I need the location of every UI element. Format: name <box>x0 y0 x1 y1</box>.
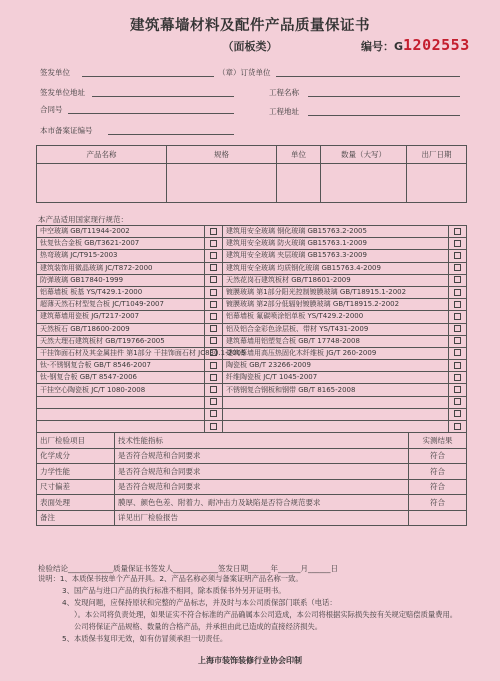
footer-publisher: 上海市装饰装修行业协会印制 <box>198 656 302 665</box>
standards-row <box>37 372 467 384</box>
standard-left-checkbox[interactable] <box>205 262 223 274</box>
inspection-item: 尺寸偏差 <box>37 479 115 495</box>
standard-left-checkbox[interactable] <box>205 311 223 323</box>
product-table <box>36 145 467 203</box>
standard-right-checkbox[interactable] <box>449 421 467 433</box>
standard-left-label: 建筑装饰用微晶玻璃 JC/T872-2000 <box>37 262 205 274</box>
standard-right-label: 建筑用安全玻璃 钢化玻璃 GB15763.2-2005 <box>223 226 449 238</box>
standard-right-checkbox[interactable] <box>449 323 467 335</box>
standard-left-label: 钛-钢复合板 GB/T 8547-2006 <box>37 372 205 384</box>
standards-table <box>36 225 467 433</box>
product-row[interactable] <box>37 164 467 203</box>
checkbox-icon[interactable] <box>210 398 217 405</box>
standard-left-checkbox[interactable] <box>205 408 223 420</box>
serial-number <box>361 36 470 54</box>
col-unit: 单位 <box>277 146 321 164</box>
document-subtitle: （面板类） <box>222 40 278 53</box>
standard-right-checkbox[interactable] <box>449 250 467 262</box>
checkbox-icon[interactable] <box>210 240 217 247</box>
standard-right-checkbox[interactable] <box>449 311 467 323</box>
standard-left-checkbox[interactable] <box>205 250 223 262</box>
standard-left-checkbox[interactable] <box>205 360 223 372</box>
standard-right-checkbox[interactable] <box>449 384 467 396</box>
standard-left-label: 干挂饰面石材及其金属挂件 第1部分 干挂饰面石材 JC830.1-2005 <box>37 347 205 359</box>
standard-left-label: 建筑幕墙用瓷板 JG/T217-2007 <box>37 311 205 323</box>
standard-left-checkbox[interactable] <box>205 421 223 433</box>
standard-left-label: 天然大理石建筑板材 GB/T19766-2005 <box>37 335 205 347</box>
standard-right-checkbox[interactable] <box>449 347 467 359</box>
inspection-item: 备注 <box>37 510 115 526</box>
standard-right-label: 镀膜玻璃 第1部分阳光控制镀膜玻璃 GB/T18915.1-2002 <box>223 286 449 298</box>
standards-row <box>37 408 467 420</box>
contract-field[interactable] <box>68 113 234 114</box>
standards-row <box>37 360 467 372</box>
checkbox-icon[interactable] <box>210 264 217 271</box>
note-line-3: 4、发现问题，应保持原状和完整的产品标志，并及时与本公司质保部门联系（电话： <box>62 598 337 607</box>
standard-left-label <box>37 408 205 420</box>
inspection-spec: 膜厚、颜色色差、附着力、耐冲击力及缺陷是否符合规范要求 <box>115 495 409 511</box>
inspection-item: 化学成分 <box>37 448 115 464</box>
issuer-address-label: 签发单位地址 <box>40 88 85 97</box>
inspection-spec: 是否符合规范和合同要求 <box>115 448 409 464</box>
standard-right-label: 铝及铝合金彩色涂层板、带材 YS/T431-2009 <box>223 323 449 335</box>
standards-row <box>37 286 467 298</box>
standard-right-label <box>223 421 449 433</box>
standard-right-label: 建筑幕墙用铝塑复合板 GB/T 17748-2008 <box>223 335 449 347</box>
inspection-item: 表面处理 <box>37 495 115 511</box>
inspection-row <box>37 479 467 495</box>
checkbox-icon[interactable] <box>454 325 461 332</box>
standard-left-checkbox[interactable] <box>205 274 223 286</box>
inspection-table <box>36 432 467 526</box>
checkbox-icon[interactable] <box>454 313 461 320</box>
checkbox-icon[interactable] <box>454 289 461 296</box>
insp-header-item: 出厂检验项目 <box>37 433 115 449</box>
standard-left-label: 防弹玻璃 GB17840-1999 <box>37 274 205 286</box>
standard-right-label: 镀膜玻璃 第2部分低辐射镀膜玻璃 GB/T18915.2-2002 <box>223 299 449 311</box>
standards-row <box>37 274 467 286</box>
note-line-6: 5、本质保书复印无效，如有仿冒须承担一切责任。 <box>62 634 228 643</box>
checkbox-icon[interactable] <box>210 410 217 417</box>
standard-right-label <box>223 408 449 420</box>
stamp-label: （章）订货单位 <box>218 68 271 77</box>
note-line-4: ）。本公司将负责处理，如果证实不符合标准的产品确属本公司造成，本公司将根据实际损失按有关规定赔偿质量费用。 <box>74 610 458 619</box>
standard-right-label: 纤维陶瓷板 JC/T 1045-2007 <box>223 372 449 384</box>
insp-header-spec: 技术性能指标 <box>115 433 409 449</box>
standard-right-checkbox[interactable] <box>449 335 467 347</box>
col-product-name: 产品名称 <box>37 146 167 164</box>
standard-left-label: 超薄天然石材型复合板 JC/T1049-2007 <box>37 299 205 311</box>
standard-left-checkbox[interactable] <box>205 226 223 238</box>
inspection-spec: 详见出厂检验报告 <box>115 510 409 526</box>
standard-right-checkbox[interactable] <box>449 262 467 274</box>
standard-left-label: 中空玻璃 GB/T11944-2002 <box>37 226 205 238</box>
standards-row <box>37 323 467 335</box>
standard-right-checkbox[interactable] <box>449 226 467 238</box>
checkbox-icon[interactable] <box>454 276 461 283</box>
col-quantity: 数量（大写） <box>321 146 407 164</box>
inspection-result[interactable]: 符合 <box>409 495 467 511</box>
standard-right-checkbox[interactable] <box>449 299 467 311</box>
standards-row <box>37 238 467 250</box>
standard-right-label: 铝幕墙板 氟碳喷涂铝单板 YS/T429.2-2000 <box>223 311 449 323</box>
inspection-spec: 是否符合规范和合同要求 <box>115 464 409 480</box>
standard-left-checkbox[interactable] <box>205 384 223 396</box>
standard-right-checkbox[interactable] <box>449 286 467 298</box>
standard-left-checkbox[interactable] <box>205 286 223 298</box>
inspection-result[interactable]: 符合 <box>409 448 467 464</box>
note-line-2: 3、国产品与进口产品的执行标准不相同，除本质保书外另开证明书。 <box>62 586 286 595</box>
standard-left-label <box>37 421 205 433</box>
standards-row <box>37 299 467 311</box>
inspection-item: 力学性能 <box>37 464 115 480</box>
checkbox-icon[interactable] <box>454 423 461 430</box>
standard-left-label <box>37 396 205 408</box>
note-line-5: 公司将保证产品规格、数量的合格产品，并承担由此已造成的直接经济损失。 <box>74 622 323 631</box>
checkbox-icon[interactable] <box>210 301 217 308</box>
project-name-label: 工程名称 <box>269 88 299 97</box>
checkbox-icon[interactable] <box>210 228 217 235</box>
checkbox-icon[interactable] <box>210 349 217 356</box>
project-address-label: 工程地址 <box>269 107 299 116</box>
document-title: 建筑幕墙材料及配件产品质量保证书 <box>130 18 370 34</box>
standard-right-label: 建筑用安全玻璃 防火玻璃 GB15763.1-2009 <box>223 238 449 250</box>
standard-right-label: 陶瓷板 GB/T 23266-2009 <box>223 360 449 372</box>
inspection-result[interactable]: 符合 <box>409 479 467 495</box>
checkbox-icon[interactable] <box>454 301 461 308</box>
sign-line: 检验结论____________质量保证书签发人____________签发日期______年______月______日 <box>38 564 338 573</box>
checkbox-icon[interactable] <box>454 240 461 247</box>
standard-left-label: 钛复钛合金板 GB/T3621-2007 <box>37 238 205 250</box>
record-number-label: 本市备案证编号 <box>40 126 93 135</box>
inspection-row <box>37 448 467 464</box>
checkbox-icon[interactable] <box>210 374 217 381</box>
standard-left-label: 天然板石 GB/T18600-2009 <box>37 323 205 335</box>
checkbox-icon[interactable] <box>454 362 461 369</box>
standard-left-label: 干挂空心陶瓷板 JC/T 1080-2008 <box>37 384 205 396</box>
issuer-address-field[interactable] <box>92 96 234 97</box>
project-name-field[interactable] <box>308 96 460 97</box>
standard-right-checkbox[interactable] <box>449 372 467 384</box>
note-line-1: 说明：1、本质保书按单个产品开具。2、产品名称必须与备案证明产品名称一致。 <box>38 574 303 583</box>
inspection-result[interactable]: 符合 <box>409 464 467 480</box>
checkbox-icon[interactable] <box>454 398 461 405</box>
standard-right-label: 建筑幕墙用高压热固化木纤维板 JG/T 260-2009 <box>223 347 449 359</box>
project-address-field[interactable] <box>308 115 460 116</box>
serial-label: 编号：G <box>361 40 404 53</box>
standards-row <box>37 311 467 323</box>
checkbox-icon[interactable] <box>454 264 461 271</box>
standards-row <box>37 226 467 238</box>
issuer-label: 签发单位 <box>40 68 70 77</box>
order-unit-field[interactable] <box>276 76 460 77</box>
standards-row <box>37 384 467 396</box>
standards-row <box>37 262 467 274</box>
standard-left-label: 铝幕墙板 板基 YS/T429.1-2000 <box>37 286 205 298</box>
standards-caption: 本产品适用国家现行规范： <box>38 215 128 224</box>
record-number-field[interactable] <box>108 134 234 135</box>
standards-row <box>37 396 467 408</box>
checkbox-icon[interactable] <box>454 337 461 344</box>
standard-right-label: 天然花岗石建筑板材 GB/T18601-2009 <box>223 274 449 286</box>
inspection-row <box>37 464 467 480</box>
contract-label: 合同号 <box>40 105 63 114</box>
issuer-field[interactable] <box>82 76 214 77</box>
checkbox-icon[interactable] <box>210 289 217 296</box>
standard-right-checkbox[interactable] <box>449 396 467 408</box>
checkbox-icon[interactable] <box>210 313 217 320</box>
standard-right-checkbox[interactable] <box>449 408 467 420</box>
standard-left-checkbox[interactable] <box>205 323 223 335</box>
checkbox-icon[interactable] <box>454 228 461 235</box>
checkbox-icon[interactable] <box>210 325 217 332</box>
standards-row <box>37 250 467 262</box>
checkbox-icon[interactable] <box>454 349 461 356</box>
standard-right-checkbox[interactable] <box>449 360 467 372</box>
checkbox-icon[interactable] <box>210 423 217 430</box>
checkbox-icon[interactable] <box>210 276 217 283</box>
insp-header-result: 实测结果 <box>409 433 467 449</box>
standard-left-checkbox[interactable] <box>205 396 223 408</box>
inspection-row <box>37 510 467 526</box>
checkbox-icon[interactable] <box>210 362 217 369</box>
standard-left-checkbox[interactable] <box>205 372 223 384</box>
standard-left-label: 热弯玻璃 JC/T915-2003 <box>37 250 205 262</box>
checkbox-icon[interactable] <box>210 337 217 344</box>
checkbox-icon[interactable] <box>454 374 461 381</box>
standard-left-checkbox[interactable] <box>205 238 223 250</box>
standard-right-label: 建筑用安全玻璃 均质钢化玻璃 GB15763.4-2009 <box>223 262 449 274</box>
checkbox-icon[interactable] <box>454 252 461 259</box>
inspection-row <box>37 495 467 511</box>
standard-right-label: 不锈钢复合钢板和钢带 GB/T 8165-2008 <box>223 384 449 396</box>
standards-row <box>37 347 467 359</box>
serial-value: 1202553 <box>403 36 470 54</box>
standard-left-label: 钛-不锈钢复合板 GB/T 8546-2007 <box>37 360 205 372</box>
standard-right-label: 建筑用安全玻璃 夹层玻璃 GB15763.3-2009 <box>223 250 449 262</box>
inspection-spec: 是否符合规范和合同要求 <box>115 479 409 495</box>
standards-row <box>37 421 467 433</box>
standards-row <box>37 335 467 347</box>
standard-right-checkbox[interactable] <box>449 274 467 286</box>
checkbox-icon[interactable] <box>454 386 461 393</box>
checkbox-icon[interactable] <box>454 410 461 417</box>
checkbox-icon[interactable] <box>210 252 217 259</box>
inspection-result[interactable] <box>409 510 467 526</box>
standard-right-checkbox[interactable] <box>449 238 467 250</box>
standard-left-checkbox[interactable] <box>205 335 223 347</box>
standard-right-label <box>223 396 449 408</box>
col-date: 出厂日期 <box>407 146 467 164</box>
col-spec: 规格 <box>167 146 277 164</box>
checkbox-icon[interactable] <box>210 386 217 393</box>
standard-left-checkbox[interactable] <box>205 299 223 311</box>
